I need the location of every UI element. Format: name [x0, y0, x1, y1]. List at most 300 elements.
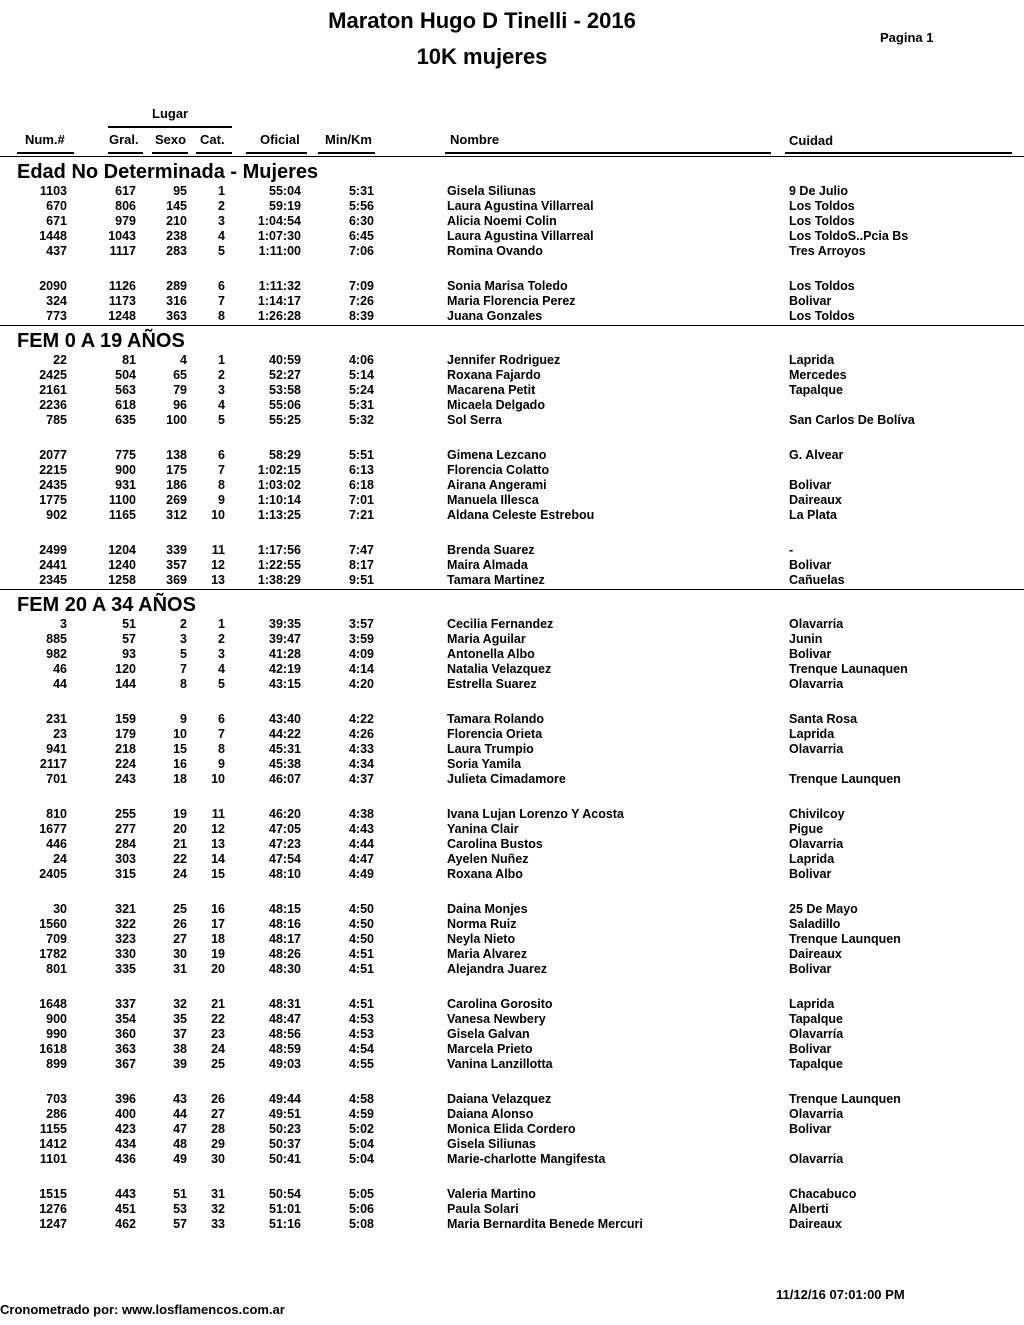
bib-number: 2236: [39, 398, 67, 412]
gender-place: 43: [173, 1092, 187, 1106]
gender-place: 48: [173, 1137, 187, 1151]
bib-number: 1677: [39, 822, 67, 836]
print-datetime: 11/12/16 07:01:00 PM: [776, 1287, 905, 1302]
pace: 5:31: [348, 398, 374, 412]
runner-city: Bolivar: [789, 962, 832, 976]
bib-number: 810: [46, 807, 67, 821]
runner-name: Vanina Lanzillotta: [447, 1057, 553, 1071]
category-place: 22: [211, 1012, 225, 1026]
pace: 5:56: [348, 199, 374, 213]
pace: 4:06: [348, 353, 374, 367]
sexo-underline: [152, 152, 188, 154]
official-time: 1:02:15: [257, 463, 301, 477]
pace: 5:06: [348, 1202, 374, 1216]
overall-place: 337: [115, 997, 136, 1011]
overall-place: 81: [122, 353, 136, 367]
official-time: 49:03: [269, 1057, 301, 1071]
gender-place: 37: [173, 1027, 187, 1041]
runner-name: Roxana Albo: [447, 867, 523, 881]
category-place: 15: [211, 867, 225, 881]
runner-city: Laprida: [789, 353, 835, 367]
overall-place: 354: [115, 1012, 136, 1026]
official-time: 58:29: [269, 448, 301, 462]
section-title: FEM 20 A 34 AÑOS: [17, 594, 196, 616]
bib-number: 1276: [39, 1202, 67, 1216]
table-row: [0, 557, 1024, 572]
pace: 7:26: [348, 294, 374, 308]
runner-city: Chacabuco: [789, 1187, 857, 1201]
pace: 5:04: [348, 1137, 374, 1151]
bib-number: 902: [46, 508, 67, 522]
table-row: [0, 931, 1024, 946]
overall-place: 159: [115, 712, 136, 726]
bib-number: 231: [46, 712, 67, 726]
category-place: 1: [218, 184, 225, 198]
overall-place: 1258: [108, 573, 136, 587]
official-time: 55:04: [269, 184, 301, 198]
pace: 4:51: [348, 947, 374, 961]
ciudad-underline: [785, 152, 1012, 154]
gender-place: 26: [173, 917, 187, 931]
gender-place: 145: [166, 199, 187, 213]
runner-name: Monica Elida Cordero: [447, 1122, 576, 1136]
runner-name: Maria Florencia Perez: [447, 294, 576, 308]
gender-place: 22: [173, 852, 187, 866]
gender-place: 4: [180, 353, 187, 367]
category-place: 8: [218, 742, 225, 756]
runner-name: Carolina Bustos: [447, 837, 543, 851]
overall-place: 1117: [109, 244, 136, 258]
overall-place: 436: [115, 1152, 136, 1166]
category-place: 18: [211, 932, 225, 946]
table-row: [0, 228, 1024, 243]
table-row: [0, 676, 1024, 691]
runner-city: Mercedes: [789, 368, 847, 382]
gender-place: 312: [166, 508, 187, 522]
runner-city: Bolivar: [789, 1042, 832, 1056]
runner-name: Estrella Suarez: [447, 677, 537, 691]
table-row: [0, 616, 1024, 631]
bib-number: 1618: [39, 1042, 67, 1056]
official-time: 50:54: [269, 1187, 301, 1201]
pace: 4:20: [348, 677, 374, 691]
category-place: 9: [218, 757, 225, 771]
runner-name: Tamara Rolando: [447, 712, 545, 726]
pace: 8:39: [348, 309, 374, 323]
table-row: [0, 308, 1024, 323]
runner-name: Cecilia Fernandez: [447, 617, 554, 631]
pace: 5:14: [348, 368, 374, 382]
gender-place: 316: [166, 294, 187, 308]
header-gral: Gral.: [109, 132, 139, 147]
category-place: 8: [218, 309, 225, 323]
official-time: 39:47: [269, 632, 301, 646]
category-place: 4: [218, 398, 225, 412]
official-time: 49:51: [269, 1107, 301, 1121]
category-place: 29: [211, 1137, 225, 1151]
header-num: Num.#: [25, 132, 65, 147]
gender-place: 15: [173, 742, 187, 756]
runner-name: Neyla Nieto: [447, 932, 516, 946]
category-place: 17: [211, 917, 225, 931]
pace: 3:57: [348, 617, 374, 631]
bib-number: 1515: [39, 1187, 67, 1201]
runner-name: Gisela Galvan: [447, 1027, 530, 1041]
runner-name: Gisela Siliunas: [447, 184, 536, 198]
category-place: 3: [218, 214, 225, 228]
category-place: 9: [218, 493, 225, 507]
gender-place: 96: [173, 398, 187, 412]
bib-number: 2405: [39, 867, 67, 881]
category-place: 6: [218, 712, 225, 726]
table-row: [0, 901, 1024, 916]
table-row: [0, 1041, 1024, 1056]
category-place: 30: [211, 1152, 225, 1166]
category-place: 5: [218, 413, 225, 427]
overall-place: 321: [115, 902, 136, 916]
runner-city: Olavarria: [789, 1107, 844, 1121]
runner-city: 25 De Mayo: [789, 902, 858, 916]
runner-city: San Carlos De Bolíva: [789, 413, 915, 427]
table-row: [0, 771, 1024, 786]
runner-city: Olavarría: [789, 1027, 844, 1041]
bib-number: 990: [46, 1027, 67, 1041]
table-row: [0, 631, 1024, 646]
runner-city: Los Toldos: [789, 279, 855, 293]
category-place: 21: [211, 997, 225, 1011]
runner-name: Aldana Celeste Estrebou: [447, 508, 595, 522]
overall-place: 1173: [108, 294, 136, 308]
gender-place: 24: [173, 867, 187, 881]
gender-place: 39: [173, 1057, 187, 1071]
runner-name: Manuela Illesca: [447, 493, 539, 507]
gender-place: 3: [180, 632, 187, 646]
runner-name: Airana Angerami: [447, 478, 547, 492]
header-ciudad: Cuidad: [789, 133, 834, 148]
gender-place: 175: [166, 463, 187, 477]
category-place: 12: [211, 822, 225, 836]
gender-place: 339: [166, 543, 187, 557]
official-time: 43:15: [269, 677, 301, 691]
official-time: 1:26:28: [257, 309, 301, 323]
bib-number: 23: [53, 727, 67, 741]
gender-place: 10: [173, 727, 187, 741]
runner-city: -: [789, 543, 794, 557]
runner-city: Olavarria: [789, 1152, 844, 1166]
official-time: 50:23: [269, 1122, 301, 1136]
runner-city: G. Alvear: [789, 448, 844, 462]
overall-place: 617: [115, 184, 136, 198]
pace: 7:06: [348, 244, 374, 258]
gral-underline: [108, 152, 143, 154]
overall-place: 367: [115, 1057, 136, 1071]
runner-city: Tres Arroyos: [789, 244, 866, 258]
pace: 4:51: [348, 997, 374, 1011]
overall-place: 806: [115, 199, 136, 213]
runner-name: Alejandra Juarez: [447, 962, 548, 976]
official-time: 1:11:32: [258, 279, 301, 293]
runner-city: Los Toldos: [789, 214, 855, 228]
category-place: 5: [218, 677, 225, 691]
runner-city: Laprida: [789, 852, 835, 866]
table-row: [0, 183, 1024, 198]
overall-place: 360: [115, 1027, 136, 1041]
overall-place: 284: [115, 837, 136, 851]
gender-place: 44: [173, 1107, 187, 1121]
category-place: 33: [211, 1217, 225, 1231]
runner-name: Ivana Lujan Lorenzo Y Acosta: [447, 807, 624, 821]
official-time: 48:59: [269, 1042, 301, 1056]
runner-name: Jennifer Rodriguez: [447, 353, 561, 367]
header-nombre: Nombre: [450, 132, 500, 147]
pace: 5:04: [348, 1152, 374, 1166]
gender-place: 49: [173, 1152, 187, 1166]
official-time: 46:07: [269, 772, 301, 786]
gender-place: 79: [173, 383, 187, 397]
runner-name: Valeria Martino: [447, 1187, 536, 1201]
bib-number: 785: [46, 413, 67, 427]
table-row: [0, 726, 1024, 741]
overall-place: 363: [115, 1042, 136, 1056]
runner-city: Trenque Launaquen: [789, 662, 908, 676]
pace: 4:50: [348, 902, 374, 916]
gender-place: 363: [166, 309, 187, 323]
runner-name: Laura Agustina Villarreal: [447, 199, 594, 213]
bib-number: 2161: [39, 383, 67, 397]
pace: 5:51: [348, 448, 374, 462]
bib-number: 1782: [39, 947, 67, 961]
gender-place: 47: [173, 1122, 187, 1136]
pace: 5:05: [348, 1187, 374, 1201]
official-time: 51:16: [269, 1217, 301, 1231]
pace: 4:22: [348, 712, 374, 726]
gender-place: 25: [173, 902, 187, 916]
oficial-underline: [246, 152, 307, 154]
bib-number: 437: [46, 244, 67, 258]
pace: 4:50: [348, 932, 374, 946]
table-row: [0, 412, 1024, 427]
runner-city: Daireaux: [789, 1217, 842, 1231]
official-time: 42:19: [269, 662, 301, 676]
category-place: 32: [211, 1202, 225, 1216]
document-title: Maraton Hugo D Tinelli - 2016: [328, 8, 636, 33]
pace: 5:02: [348, 1122, 374, 1136]
table-row: [0, 1216, 1024, 1231]
bib-number: 286: [46, 1107, 67, 1121]
runner-name: Romina Ovando: [447, 244, 543, 258]
overall-place: 775: [115, 448, 136, 462]
official-time: 1:14:17: [257, 294, 301, 308]
pace: 7:01: [348, 493, 374, 507]
runner-name: Maria Aguilar: [447, 632, 526, 646]
category-place: 16: [211, 902, 225, 916]
category-place: 7: [218, 463, 225, 477]
runner-city: Los Toldos: [789, 199, 855, 213]
runner-city: Trenque Launquen: [789, 932, 901, 946]
bib-number: 1101: [39, 1152, 67, 1166]
runner-name: Daiana Velazquez: [447, 1092, 552, 1106]
overall-place: 57: [122, 632, 136, 646]
official-time: 1:04:54: [257, 214, 301, 228]
official-time: 1:17:56: [257, 543, 301, 557]
bib-number: 2090: [39, 279, 67, 293]
bib-number: 1155: [39, 1122, 67, 1136]
pace: 6:45: [348, 229, 374, 243]
official-time: 50:37: [269, 1137, 301, 1151]
pace: 4:26: [348, 727, 374, 741]
table-row: [0, 1151, 1024, 1166]
gender-place: 289: [166, 279, 187, 293]
pace: 4:14: [348, 662, 374, 676]
runner-city: Bolivar: [789, 867, 832, 881]
runner-city: Daireaux: [789, 947, 842, 961]
table-row: [0, 477, 1024, 492]
category-place: 13: [211, 837, 225, 851]
runner-city: Tapalque: [789, 1057, 843, 1071]
category-place: 31: [211, 1187, 225, 1201]
bib-number: 2077: [39, 448, 67, 462]
bib-number: 3: [60, 617, 67, 631]
pace: 4:09: [348, 647, 374, 661]
header-sexo: Sexo: [155, 132, 187, 147]
runner-name: Juana Gonzales: [447, 309, 543, 323]
category-place: 4: [218, 229, 225, 243]
pace: 4:38: [348, 807, 374, 821]
runner-city: Laprida: [789, 727, 835, 741]
bib-number: 44: [53, 677, 67, 691]
overall-place: 277: [115, 822, 136, 836]
category-place: 3: [218, 383, 225, 397]
bib-number: 709: [46, 932, 67, 946]
bib-number: 670: [46, 199, 67, 213]
overall-place: 144: [115, 677, 136, 691]
pace: 4:43: [348, 822, 374, 836]
table-row: [0, 836, 1024, 851]
table-row: [0, 507, 1024, 522]
category-place: 12: [211, 558, 225, 572]
category-place: 3: [218, 647, 225, 661]
runner-city: Bolivar: [789, 478, 832, 492]
overall-place: 504: [115, 368, 136, 382]
overall-place: 635: [115, 413, 136, 427]
category-place: 7: [218, 727, 225, 741]
pace: 4:44: [348, 837, 374, 851]
gender-place: 138: [166, 448, 187, 462]
official-time: 45:31: [269, 742, 301, 756]
runner-city: Junin: [789, 632, 823, 646]
category-place: 20: [211, 962, 225, 976]
runner-city: Trenque Launquen: [789, 1092, 901, 1106]
category-place: 5: [218, 244, 225, 258]
bib-number: 899: [46, 1057, 67, 1071]
pace: 9:51: [348, 573, 374, 587]
bib-number: 1247: [39, 1217, 67, 1231]
gender-place: 21: [173, 837, 187, 851]
runner-name: Paula Solari: [447, 1202, 519, 1216]
runner-name: Norma Ruiz: [447, 917, 517, 931]
bib-number: 1412: [39, 1137, 67, 1151]
runner-name: Macarena Petit: [447, 383, 536, 397]
table-row: [0, 572, 1024, 587]
runner-name: Marie-charlotte Mangifesta: [447, 1152, 606, 1166]
table-row: [0, 711, 1024, 726]
bib-number: 773: [46, 309, 67, 323]
bib-number: 324: [46, 294, 67, 308]
table-row: [0, 1201, 1024, 1216]
table-row: [0, 1106, 1024, 1121]
runner-name: Yanina Clair: [447, 822, 519, 836]
category-place: 8: [218, 478, 225, 492]
table-row: [0, 646, 1024, 661]
timing-credit: Cronometrado por: www.losflamencos.com.ar: [0, 1302, 285, 1317]
runner-city: Chivilcoy: [789, 807, 845, 821]
overall-place: 218: [115, 742, 136, 756]
runner-name: Maria Alvarez: [447, 947, 528, 961]
table-row: [0, 198, 1024, 213]
runner-name: Carolina Gorosito: [447, 997, 553, 1011]
bib-number: 22: [53, 353, 67, 367]
runner-city: Alberti: [789, 1202, 829, 1216]
pace: 5:32: [348, 413, 374, 427]
runner-name: Maria Bernardita Benede Mercuri: [447, 1217, 643, 1231]
table-row: [0, 243, 1024, 258]
table-row: [0, 741, 1024, 756]
runner-name: Natalia Velazquez: [447, 662, 552, 676]
official-time: 48:30: [269, 962, 301, 976]
runner-name: Sonia Marisa Toledo: [447, 279, 568, 293]
pace: 4:37: [348, 772, 374, 786]
gender-place: 19: [173, 807, 187, 821]
bib-number: 1775: [39, 493, 67, 507]
overall-place: 400: [115, 1107, 136, 1121]
gender-place: 369: [166, 573, 187, 587]
pace: 6:30: [348, 214, 374, 228]
overall-place: 1043: [108, 229, 136, 243]
table-row: [0, 447, 1024, 462]
results-section: [0, 325, 1024, 589]
minkm-underline: [318, 152, 375, 154]
category-place: 2: [218, 632, 225, 646]
runner-name: Micaela Delgado: [447, 398, 545, 412]
table-row: [0, 961, 1024, 976]
official-time: 1:22:55: [257, 558, 301, 572]
official-time: 48:15: [269, 902, 301, 916]
gender-place: 30: [173, 947, 187, 961]
official-time: 1:38:29: [257, 573, 301, 587]
official-time: 55:25: [269, 413, 301, 427]
overall-place: 979: [115, 214, 136, 228]
table-row: [0, 1186, 1024, 1201]
runner-name: Vanesa Newbery: [447, 1012, 546, 1026]
pace: 4:47: [348, 852, 374, 866]
official-time: 48:10: [269, 867, 301, 881]
overall-place: 423: [115, 1122, 136, 1136]
pace: 4:50: [348, 917, 374, 931]
runner-city: Olavarria: [789, 837, 844, 851]
table-row: [0, 996, 1024, 1011]
category-place: 10: [211, 772, 225, 786]
runner-city: Laprida: [789, 997, 835, 1011]
header-minkm: Min/Km: [325, 132, 372, 147]
official-time: 1:11:00: [258, 244, 301, 258]
official-time: 1:13:25: [257, 508, 301, 522]
official-time: 39:35: [269, 617, 301, 631]
table-row: [0, 1091, 1024, 1106]
runner-city: Los Toldos: [789, 309, 855, 323]
pace: 4:58: [348, 1092, 374, 1106]
pace: 4:53: [348, 1012, 374, 1026]
runner-name: Soria Yamila: [447, 757, 522, 771]
